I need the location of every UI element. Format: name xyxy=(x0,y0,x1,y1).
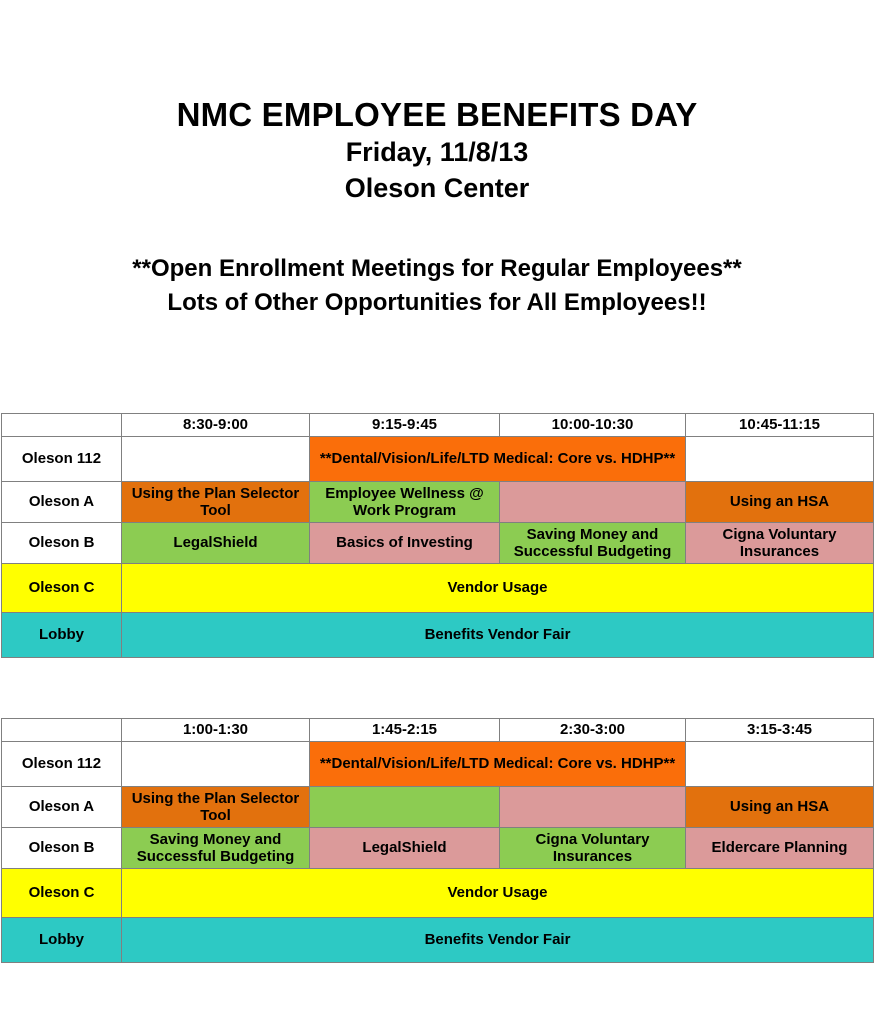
event-date: Friday, 11/8/13 xyxy=(345,136,529,167)
session-cell[interactable]: Using the Plan Selector Tool xyxy=(122,787,310,828)
table-corner-blank xyxy=(2,414,122,437)
session-cell[interactable]: Employee Wellness @ Work Program xyxy=(310,482,500,523)
empty-session-cell xyxy=(122,437,310,482)
table-row xyxy=(2,482,874,523)
subtitle-opportunities: Lots of Other Opportunities for All Employees!! xyxy=(167,289,707,317)
session-cell[interactable]: LegalShield xyxy=(310,828,500,869)
session-cell[interactable]: LegalShield xyxy=(122,523,310,564)
empty-session-cell xyxy=(686,437,874,482)
room-label: Lobby xyxy=(2,613,122,658)
empty-session-cell xyxy=(500,482,686,523)
session-cell[interactable]: Cigna Voluntary Insurances xyxy=(686,523,874,564)
room-label: Oleson 112 xyxy=(2,742,122,787)
session-cell[interactable]: Cigna Voluntary Insurances xyxy=(500,828,686,869)
table-row xyxy=(2,564,874,613)
subtitle-open-enrollment: **Open Enrollment Meetings for Regular Employees** xyxy=(132,255,742,283)
time-header-row xyxy=(2,414,874,437)
schedule-table-afternoon xyxy=(1,718,873,963)
session-cell[interactable]: Benefits Vendor Fair xyxy=(122,918,874,963)
schedule-afternoon xyxy=(1,718,874,963)
table-row xyxy=(2,437,874,482)
room-label: Oleson B xyxy=(2,523,122,564)
time-header-row xyxy=(2,719,874,742)
time-slot-header: 9:15-9:45 xyxy=(310,414,500,437)
session-cell[interactable]: Saving Money and Successful Budgeting xyxy=(122,828,310,869)
session-cell[interactable]: Using an HSA xyxy=(686,482,874,523)
time-slot-header: 1:45-2:15 xyxy=(310,719,500,742)
session-cell[interactable]: Basics of Investing xyxy=(310,523,500,564)
session-cell[interactable]: Saving Money and Successful Budgeting xyxy=(500,523,686,564)
empty-session-cell xyxy=(310,787,500,828)
room-label: Oleson 112 xyxy=(2,437,122,482)
subtitle-block xyxy=(0,252,874,320)
empty-session-cell xyxy=(500,787,686,828)
time-slot-header: 3:15-3:45 xyxy=(686,719,874,742)
room-label: Oleson A xyxy=(2,787,122,828)
session-cell[interactable]: **Dental/Vision/Life/LTD Medical: Core vs. HDHP** xyxy=(310,742,686,787)
session-cell[interactable]: Benefits Vendor Fair xyxy=(122,613,874,658)
empty-session-cell xyxy=(122,742,310,787)
time-slot-header: 8:30-9:00 xyxy=(122,414,310,437)
room-label: Oleson C xyxy=(2,564,122,613)
table-corner-blank xyxy=(2,719,122,742)
time-slot-header: 2:30-3:00 xyxy=(500,719,686,742)
time-slot-header: 10:00-10:30 xyxy=(500,414,686,437)
page-header xyxy=(0,0,874,320)
event-location: Oleson Center xyxy=(344,172,530,203)
schedule-morning xyxy=(1,413,874,658)
page-title: NMC EMPLOYEE BENEFITS DAY xyxy=(176,96,698,133)
time-slot-header: 10:45-11:15 xyxy=(686,414,874,437)
room-label: Oleson C xyxy=(2,869,122,918)
room-label: Oleson B xyxy=(2,828,122,869)
session-cell[interactable]: Using an HSA xyxy=(686,787,874,828)
table-row xyxy=(2,918,874,963)
session-cell[interactable]: Eldercare Planning xyxy=(686,828,874,869)
room-label: Lobby xyxy=(2,918,122,963)
table-row xyxy=(2,869,874,918)
table-row xyxy=(2,523,874,564)
table-row xyxy=(2,742,874,787)
table-row xyxy=(2,787,874,828)
time-slot-header: 1:00-1:30 xyxy=(122,719,310,742)
schedule-table-morning xyxy=(1,413,873,658)
session-cell[interactable]: Vendor Usage xyxy=(122,564,874,613)
session-cell[interactable]: **Dental/Vision/Life/LTD Medical: Core vs. HDHP** xyxy=(310,437,686,482)
empty-session-cell xyxy=(686,742,874,787)
table-row xyxy=(2,613,874,658)
room-label: Oleson A xyxy=(2,482,122,523)
session-cell[interactable]: Using the Plan Selector Tool xyxy=(122,482,310,523)
table-row xyxy=(2,828,874,869)
session-cell[interactable]: Vendor Usage xyxy=(122,869,874,918)
